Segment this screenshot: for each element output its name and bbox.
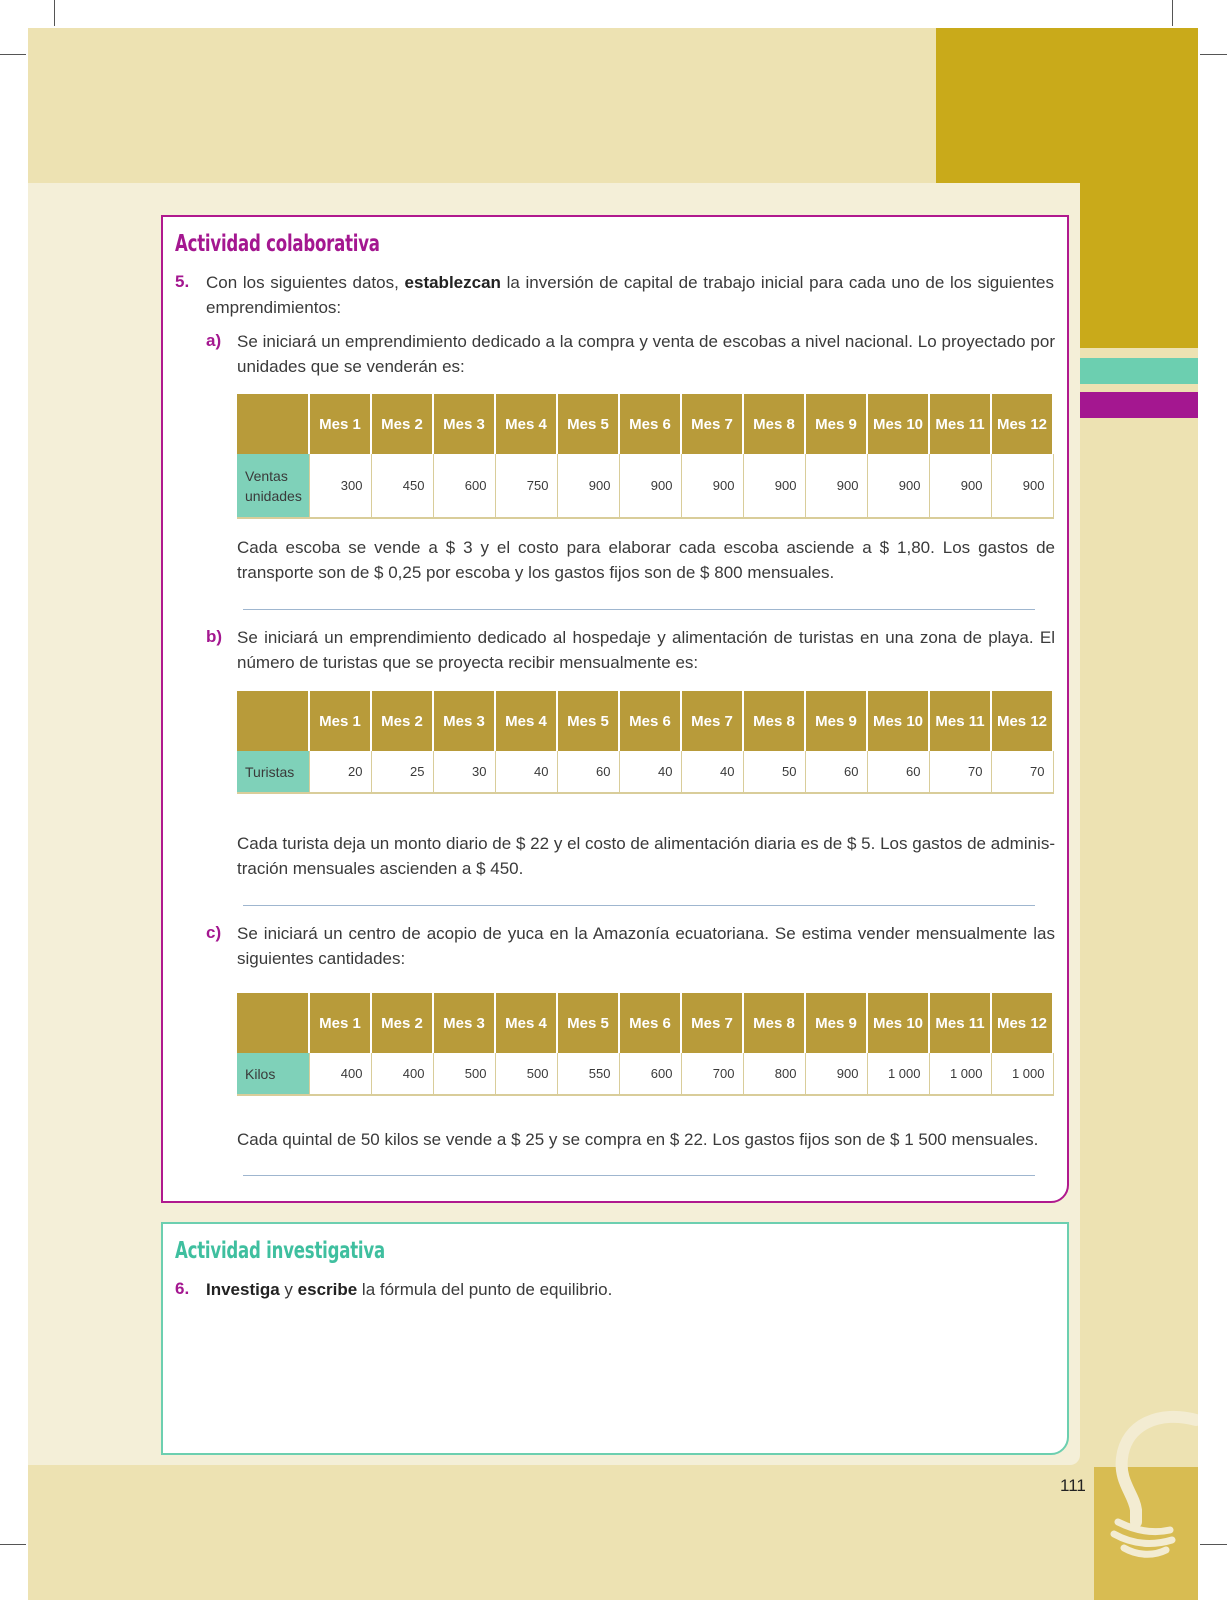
item-b-intro: Se iniciará un emprendimiento dedicado al hospedaje y alimentación de turistas en una zona de playa. El número de turistas que se proyecta recibir mensualmente es: (237, 628, 1055, 672)
table-header-cell: Mes 10 (867, 993, 929, 1053)
footer-band (28, 1467, 1198, 1600)
table-cell: 800 (743, 1053, 805, 1095)
table-cell: 50 (743, 751, 805, 793)
table-header-cell: Mes 11 (929, 394, 991, 454)
table-corner-cell (237, 993, 309, 1053)
decorative-teal-strip (1080, 358, 1198, 384)
research-activity-box (161, 1222, 1069, 1455)
table-cell: 550 (557, 1053, 619, 1095)
table-cell: 60 (805, 751, 867, 793)
table-row (237, 454, 1053, 518)
item-c-intro: Se iniciará un centro de acopio de yuca en la Amazonía ecuatoriana. Se estima vender mensualmente las siguientes cantidades: (237, 924, 1055, 968)
table-row-label: Kilos (237, 1053, 309, 1095)
table-cell: 900 (681, 454, 743, 518)
table-cell: 500 (433, 1053, 495, 1095)
table-cell: 900 (805, 454, 867, 518)
question-6-text (206, 1277, 1054, 1302)
question-number: 5. (175, 272, 190, 291)
table-corner-cell (237, 691, 309, 751)
table-cell: 40 (495, 751, 557, 793)
table-cell: 400 (371, 1053, 433, 1095)
table-cell: 600 (619, 1053, 681, 1095)
item-a-note: Cada escoba se vende a $ 3 y el costo para elaborar cada escoba asciende a $ 1,80. Los gastos de transporte son de $ 0,25 por escoba y los gastos fijos son de $ 800 mensuales. (237, 538, 1055, 582)
table-row (237, 751, 1053, 793)
divider (243, 609, 1035, 610)
table-header-cell: Mes 8 (743, 394, 805, 454)
table-header-cell: Mes 3 (433, 394, 495, 454)
table-header-cell: Mes 10 (867, 394, 929, 454)
table-header-cell: Mes 1 (309, 394, 371, 454)
table-cell: 40 (681, 751, 743, 793)
table-header-cell: Mes 6 (619, 691, 681, 751)
table-header-row (237, 993, 1053, 1053)
table-header-cell: Mes 7 (681, 691, 743, 751)
table-header-cell: Mes 4 (495, 394, 557, 454)
table-header-cell: Mes 12 (991, 394, 1053, 454)
table-cell: 700 (681, 1053, 743, 1095)
table-cell: 900 (805, 1053, 867, 1095)
table-header-cell: Mes 7 (681, 394, 743, 454)
crop-mark (0, 1544, 26, 1545)
item-a-intro: Se iniciará un emprendimiento dedicado a la compra y venta de escobas a nivel nacional. Lo proyectado por unidades que se venderán es: (237, 332, 1055, 376)
table-cell: 900 (619, 454, 681, 518)
table-header-cell: Mes 2 (371, 394, 433, 454)
table-header-cell: Mes 6 (619, 394, 681, 454)
table-header-cell: Mes 4 (495, 691, 557, 751)
table-cell: 1 000 (991, 1053, 1053, 1095)
table-cell: 70 (991, 751, 1053, 793)
table-header-cell: Mes 9 (805, 394, 867, 454)
table-header-cell: Mes 10 (867, 691, 929, 751)
table-header-cell: Mes 3 (433, 993, 495, 1053)
table-header-cell: Mes 1 (309, 993, 371, 1053)
table-header-cell: Mes 9 (805, 993, 867, 1053)
table-header-cell: Mes 2 (371, 993, 433, 1053)
table-cell: 25 (371, 751, 433, 793)
table-header-cell: Mes 3 (433, 691, 495, 751)
table-header-cell: Mes 12 (991, 993, 1053, 1053)
lightbulb-icon (1100, 1410, 1198, 1560)
table-row-label: Ventas unidades (237, 454, 309, 518)
table-header-cell: Mes 11 (929, 993, 991, 1053)
table-cell: 750 (495, 454, 557, 518)
question-6-keyword-2: escribe (297, 1280, 358, 1299)
question-5-text (206, 270, 1054, 320)
table-cell: 20 (309, 751, 371, 793)
question-6-text-end: la fórmula del punto de equilibrio. (357, 1280, 613, 1299)
table-header-cell: Mes 8 (743, 993, 805, 1053)
item-c-label: c) (206, 923, 222, 942)
table-corner-cell (237, 394, 309, 454)
table-header-cell: Mes 2 (371, 691, 433, 751)
table-cell: 1 000 (867, 1053, 929, 1095)
table-header-cell: Mes 5 (557, 394, 619, 454)
table-header-cell: Mes 1 (309, 691, 371, 751)
table-cell: 500 (495, 1053, 557, 1095)
question-6-keyword-1: Investiga (206, 1280, 280, 1299)
table-cell: 60 (867, 751, 929, 793)
question-5-keyword: establezcan (404, 273, 501, 292)
table-cell: 1 000 (929, 1053, 991, 1095)
divider (243, 905, 1035, 906)
item-a-label: a) (206, 331, 222, 350)
question-5-text-end: la inversión de capital de trabajo inicial para cada uno de los siguientes emprendimientos: (206, 273, 1054, 317)
table-header-cell: Mes 5 (557, 993, 619, 1053)
table-row-label: Turistas (237, 751, 309, 793)
table-row (237, 1053, 1053, 1095)
sales-table (237, 394, 1054, 519)
item-b-label: b) (206, 627, 223, 646)
table-header-row (237, 394, 1053, 454)
table-cell: 450 (371, 454, 433, 518)
table-header-cell: Mes 4 (495, 993, 557, 1053)
table-cell: 30 (433, 751, 495, 793)
crop-mark (1200, 54, 1227, 55)
table-cell: 300 (309, 454, 371, 518)
table-cell: 900 (743, 454, 805, 518)
table-header-cell: Mes 12 (991, 691, 1053, 751)
decorative-magenta-strip (1080, 392, 1198, 418)
table-header-cell: Mes 8 (743, 691, 805, 751)
collaborative-activity-title: Actividad colaborativa (175, 231, 380, 257)
table-header-row (237, 691, 1053, 751)
table-cell: 900 (867, 454, 929, 518)
question-number: 6. (175, 1279, 190, 1298)
table-header-cell: Mes 7 (681, 993, 743, 1053)
divider (243, 1175, 1035, 1176)
table-header-cell: Mes 5 (557, 691, 619, 751)
item-c-note: Cada quintal de 50 kilos se vende a $ 25 y se compra en $ 22. Los gastos fijos son de $ 1 500 mensuales. (237, 1130, 1039, 1149)
kilos-table (237, 993, 1054, 1096)
table-header-cell: Mes 6 (619, 993, 681, 1053)
table-cell: 400 (309, 1053, 371, 1095)
research-activity-title: Actividad investigativa (175, 1238, 385, 1264)
crop-mark (1172, 0, 1173, 26)
page-number: 111 (1060, 1476, 1086, 1495)
collaborative-activity-box (161, 215, 1069, 1203)
table-cell: 40 (619, 751, 681, 793)
question-6-connector: y (279, 1280, 298, 1299)
table-header-cell: Mes 11 (929, 691, 991, 751)
table-cell: 900 (991, 454, 1053, 518)
table-cell: 70 (929, 751, 991, 793)
crop-mark (54, 0, 55, 26)
crop-mark (0, 54, 26, 55)
table-header-cell: Mes 9 (805, 691, 867, 751)
table-cell: 600 (433, 454, 495, 518)
table-cell: 900 (557, 454, 619, 518)
crop-mark (1200, 1544, 1227, 1545)
question-5-text-start: Con los siguientes datos, (206, 273, 405, 292)
page-background-top (28, 28, 936, 183)
table-cell: 900 (929, 454, 991, 518)
item-b-note: Cada turista deja un monto diario de $ 22 y el costo de alimentación diaria es de $ 5. Los gastos de adminis-tración mensuales ascienden a $ 450. (237, 834, 1055, 878)
tourists-table (237, 691, 1054, 794)
table-cell: 60 (557, 751, 619, 793)
